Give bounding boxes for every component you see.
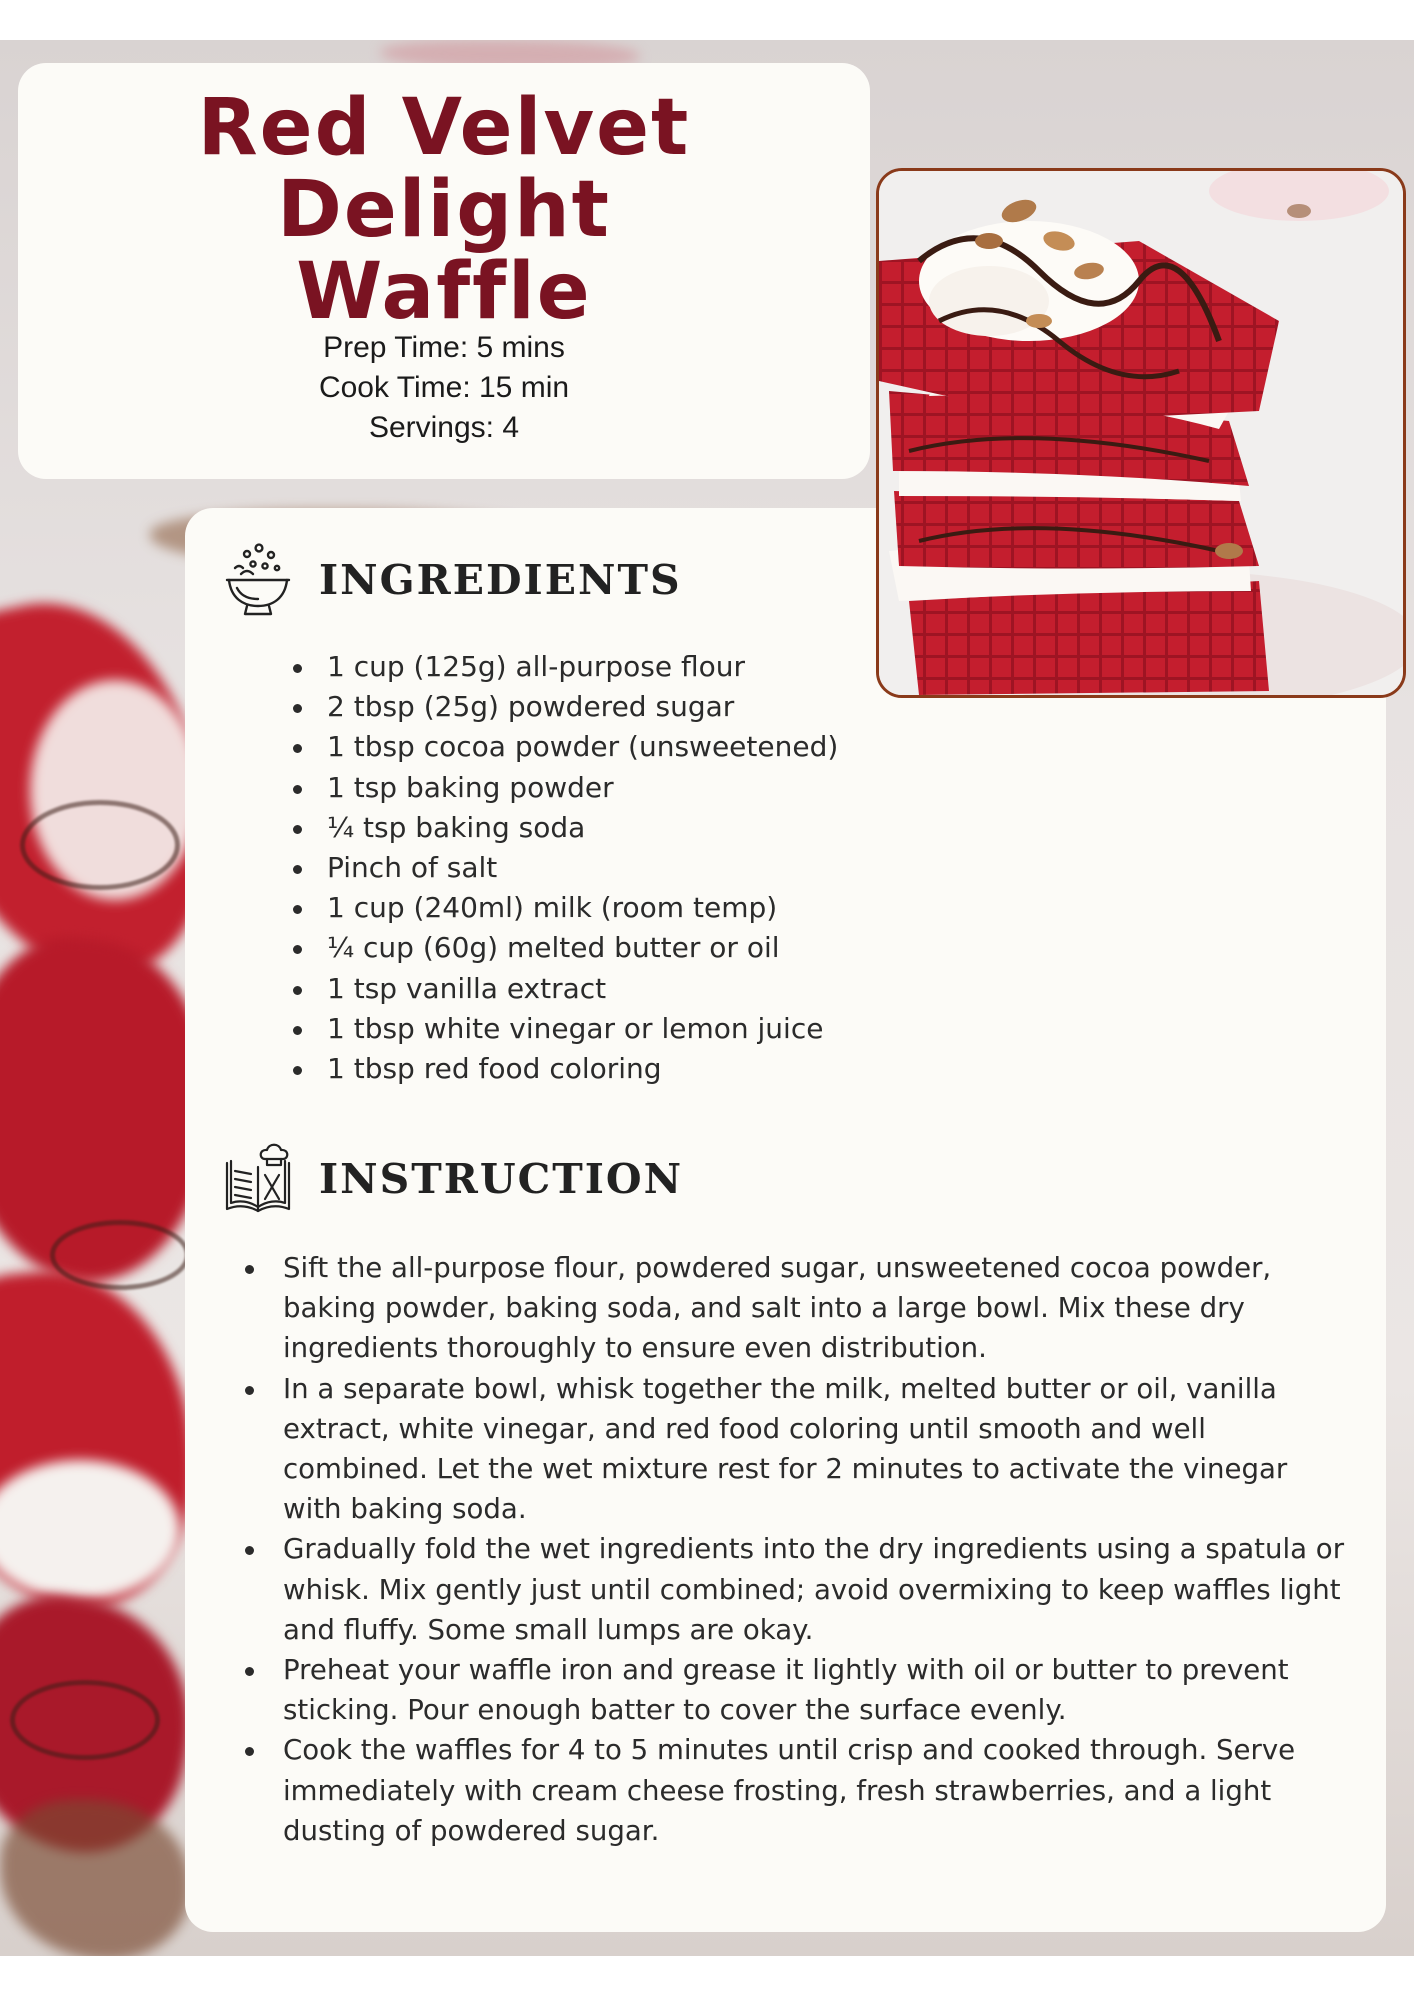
instruction-step: Gradually fold the wet ingredients into the dry ingredients using a spatula or whisk. Mix gently just until combined; avoid overmixing to keep waffles light and fluffy. Some small lumps are okay.	[245, 1529, 1345, 1650]
ingredient-item: 1 tsp baking powder	[293, 768, 993, 808]
ingredient-item: Pinch of salt	[293, 848, 993, 888]
instruction-step: Preheat your waffle iron and grease it lightly with oil or butter to prevent sticking. Pour enough batter to cover the surface evenly.	[245, 1650, 1345, 1730]
ingredients-header	[223, 542, 682, 618]
recipe-book-icon	[223, 1141, 293, 1217]
ingredient-item: 1 tbsp cocoa powder (unsweetened)	[293, 727, 993, 767]
ingredient-item: 1 tbsp white vinegar or lemon juice	[293, 1009, 993, 1049]
ingredient-item: 2 tbsp (25g) powdered sugar	[293, 687, 993, 727]
waffle-stack-illustration	[879, 171, 1403, 695]
ingredient-item: 1 tbsp red food coloring	[293, 1049, 993, 1089]
recipe-meta	[18, 328, 870, 448]
ingredient-item: ¼ cup (60g) melted butter or oil	[293, 928, 993, 968]
waffle-photo	[876, 168, 1406, 698]
mixing-bowl-icon	[223, 542, 293, 618]
content-card	[185, 508, 1386, 1932]
servings: Servings: 4	[368, 411, 520, 444]
ingredient-item: 1 cup (125g) all-purpose flour	[293, 647, 993, 687]
ingredients-list	[293, 647, 993, 1089]
recipe-title-line-2: Waffle	[296, 247, 592, 337]
instructions-header	[223, 1141, 683, 1217]
instruction-step: Cook the waffles for 4 to 5 minutes until crisp and cooked through. Serve immediately with cream cheese frosting, fresh strawberries, and a light dusting of powdered sugar.	[245, 1730, 1345, 1851]
instructions-list	[245, 1248, 1345, 1851]
cook-time: Cook Time: 15 min	[318, 371, 570, 404]
ingredient-item: ¼ tsp baking soda	[293, 808, 993, 848]
instruction-step: In a separate bowl, whisk together the milk, melted butter or oil, vanilla extract, white vinegar, and red food coloring until smooth and well combined. Let the wet mixture rest for 2 minutes to activate the vinegar with baking soda.	[245, 1369, 1345, 1530]
ingredient-item: 1 cup (240ml) milk (room temp)	[293, 888, 993, 928]
title-card	[18, 63, 870, 479]
recipe-title	[18, 83, 870, 337]
ingredients-heading: INGREDIENTS	[319, 556, 682, 604]
instruction-step: Sift the all-purpose flour, powdered sugar, unsweetened cocoa powder, baking powder, baking soda, and salt into a large bowl. Mix these dry ingredients thoroughly to ensure even distribution.	[245, 1248, 1345, 1369]
recipe-title-line-1: Red Velvet Delight	[197, 83, 691, 255]
bottom-margin	[0, 1956, 1414, 2000]
prep-time: Prep Time: 5 mins	[323, 331, 565, 364]
instructions-heading: INSTRUCTION	[319, 1155, 684, 1203]
ingredient-item: 1 tsp vanilla extract	[293, 969, 993, 1009]
top-margin	[0, 0, 1414, 40]
